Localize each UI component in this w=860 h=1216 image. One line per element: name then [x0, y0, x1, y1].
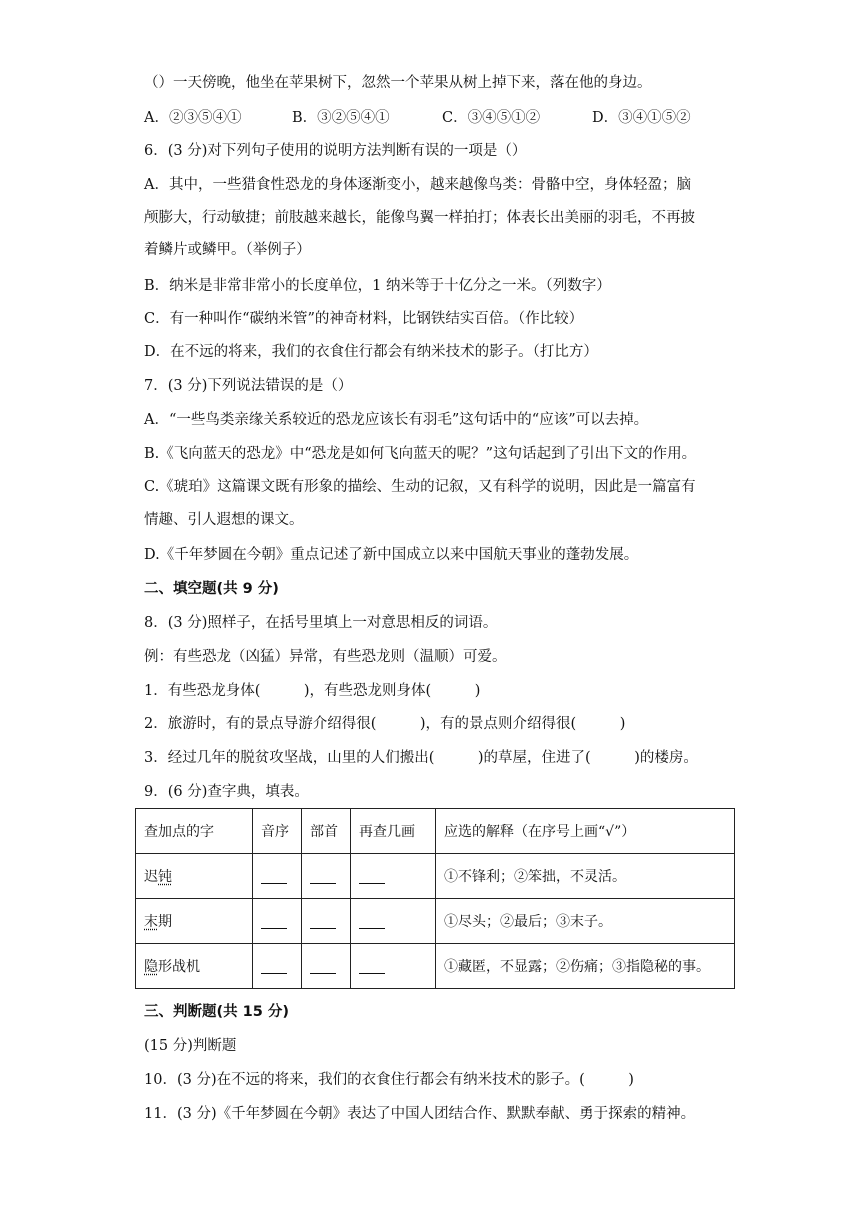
q5-option-d[interactable]: D．③④①⑤②: [592, 110, 691, 126]
table-row: [136, 944, 735, 989]
q6-option-d: D．在不远的将来，我们的衣食住行都会有纳米技术的影子。（打比方）: [144, 344, 598, 360]
q7-stem: 7．(3 分)下列说法错误的是（）: [144, 378, 353, 394]
q5-sentence-5: （）一天傍晚，他坐在苹果树下，忽然一个苹果从树上掉下来，落在他的身边。: [144, 75, 652, 91]
table-header-row: [136, 809, 735, 854]
table-row: [136, 899, 735, 944]
q11-statement[interactable]: 11．(3 分)《千年梦圆在今朝》表达了中国人团结合作、默默奉献、勇于探索的精神。: [144, 1106, 696, 1122]
q8-stem: 8．(3 分)照样子，在括号里填上一对意思相反的词语。: [144, 615, 498, 631]
q7-option-a: A．“一些鸟类亲缘关系较近的恐龙应该长有羽毛”这句话中的“应该”可以去掉。: [144, 412, 649, 428]
header-strokes: 再查几画: [351, 809, 436, 854]
header-explanation: 应选的解释（在序号上画“√”）: [436, 809, 735, 854]
row-explanation[interactable]: ①不锋利；②笨拙，不灵活。: [436, 854, 735, 899]
q5-option-b[interactable]: B．③②⑤④①: [292, 110, 390, 126]
radical-blank[interactable]: [302, 899, 351, 944]
radical-blank[interactable]: [302, 854, 351, 899]
q6-stem: 6．(3 分)对下列句子使用的说明方法判断有误的一项是（）: [144, 143, 527, 159]
q8-item-1[interactable]: 1．有些恐龙身体( )，有些恐龙则身体( ): [144, 683, 481, 699]
q5-option-a[interactable]: A．②③⑤④①: [144, 110, 242, 126]
header-char: 查加点的字: [136, 809, 253, 854]
q6-option-b: B．纳米是非常非常小的长度单位，1 纳米等于十亿分之一米。（列数字）: [144, 278, 611, 294]
dictionary-table: [135, 808, 735, 989]
table-row: [136, 854, 735, 899]
header-radical: 部首: [302, 809, 351, 854]
section-2-heading: 二、填空题(共 9 分): [144, 581, 279, 597]
strokes-blank[interactable]: [351, 899, 436, 944]
row-word: 末期: [136, 899, 253, 944]
judge-subheading: (15 分)判断题: [144, 1038, 237, 1054]
q10-statement[interactable]: 10．(3 分)在不远的将来，我们的衣食住行都会有纳米技术的影子。( ): [144, 1072, 634, 1088]
pinyin-order-blank[interactable]: [253, 854, 302, 899]
pinyin-order-blank[interactable]: [253, 944, 302, 989]
q6-option-a-line3: 着鳞片或鳞甲。（举例子）: [144, 242, 311, 258]
q7-option-c-line1: C.《琥珀》这篇课文既有形象的描绘、生动的记叙，又有科学的说明，因此是一篇富有: [144, 479, 696, 495]
row-explanation[interactable]: ①藏匿，不显露；②伤痛；③指隐秘的事。: [436, 944, 735, 989]
row-explanation[interactable]: ①尽头；②最后；③末子。: [436, 899, 735, 944]
header-pinyin-order: 音序: [253, 809, 302, 854]
q7-option-c-line2: 情趣、引人遐想的课文。: [144, 512, 304, 528]
q6-option-a-line2: 颅膨大，行动敏捷；前肢越来越长，能像鸟翼一样拍打；体表长出美丽的羽毛，不再披: [144, 210, 695, 226]
q7-option-d: D.《千年梦圆在今朝》重点记述了新中国成立以来中国航天事业的蓬勃发展。: [144, 547, 639, 563]
q7-option-b: B.《飞向蓝天的恐龙》中“恐龙是如何飞向蓝天的呢？”这句话起到了引出下文的作用。: [144, 446, 697, 462]
radical-blank[interactable]: [302, 944, 351, 989]
pinyin-order-blank[interactable]: [253, 899, 302, 944]
row-word: 迟钝: [136, 854, 253, 899]
q8-example: 例：有些恐龙（凶猛）异常，有些恐龙则（温顺）可爱。: [144, 649, 507, 665]
q8-item-2[interactable]: 2．旅游时，有的景点导游介绍得很( )，有的景点则介绍得很( ): [144, 716, 626, 732]
q8-item-3[interactable]: 3．经过几年的脱贫攻坚战，山里的人们搬出( )的草屋，住进了( )的楼房。: [144, 750, 698, 766]
q5-option-c[interactable]: C．③④⑤①②: [442, 110, 541, 126]
q6-option-c: C．有一种叫作“碳纳米管”的神奇材料，比钢铁结实百倍。（作比较）: [144, 311, 584, 327]
strokes-blank[interactable]: [351, 944, 436, 989]
row-word: 隐形战机: [136, 944, 253, 989]
q6-option-a-line1: A．其中，一些猎食性恐龙的身体逐渐变小，越来越像鸟类：骨骼中空，身体轻盈；脑: [144, 177, 691, 193]
strokes-blank[interactable]: [351, 854, 436, 899]
q5-options: [144, 106, 744, 126]
q9-stem: 9．(6 分)查字典，填表。: [144, 784, 309, 800]
section-3-heading: 三、判断题(共 15 分): [144, 1004, 290, 1020]
